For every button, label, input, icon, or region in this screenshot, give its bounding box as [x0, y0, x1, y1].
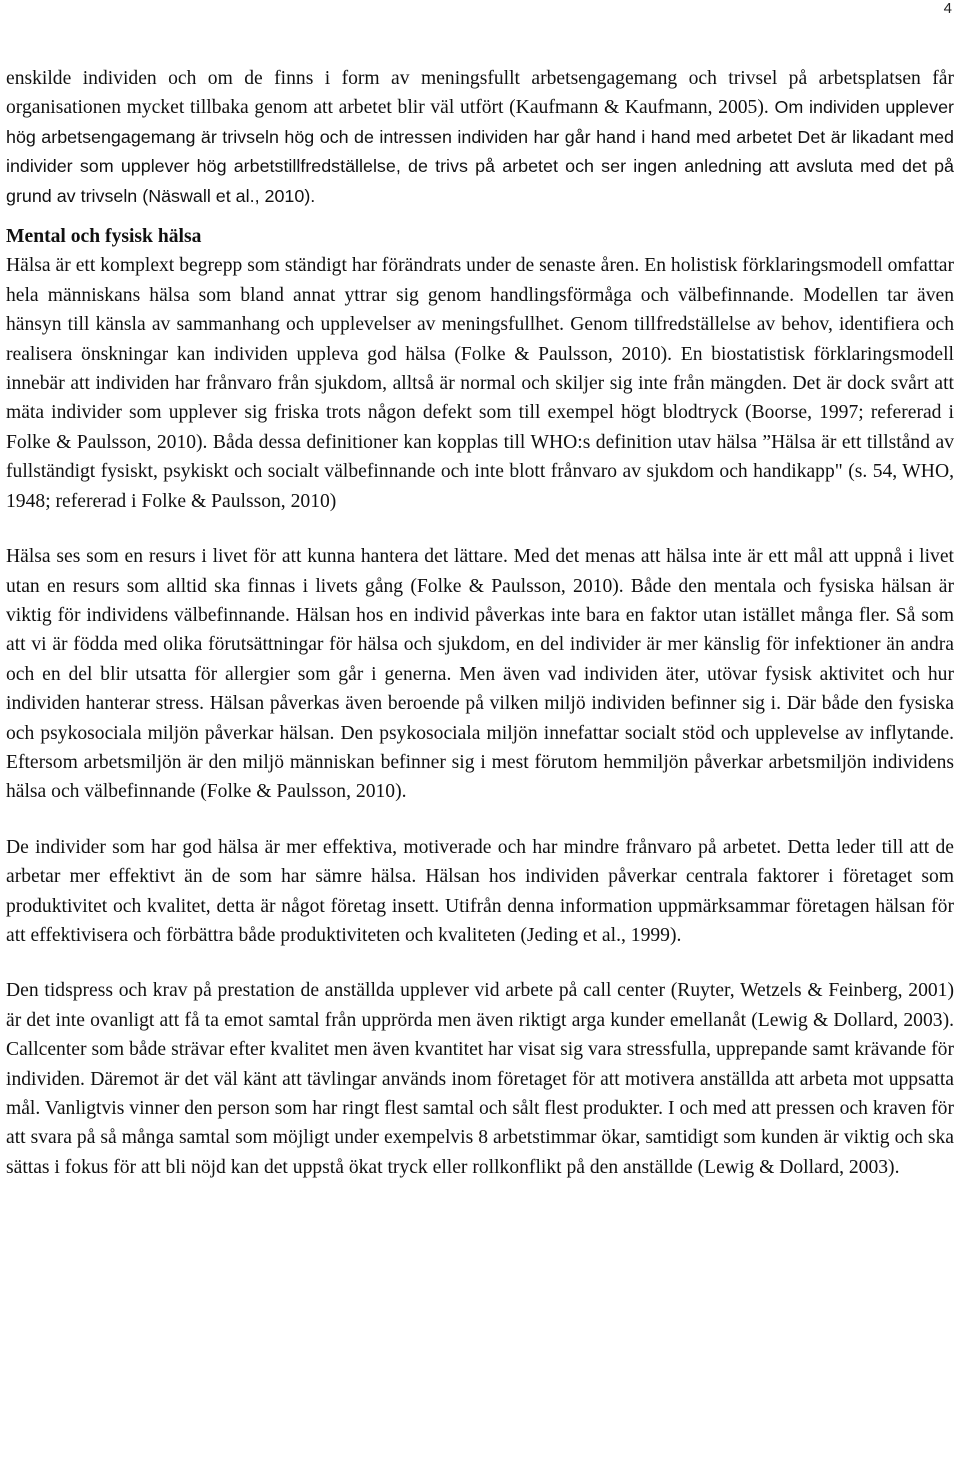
- health-paragraph: Hälsa är ett komplext begrepp som ständigt har förändrats under de senaste åren. En holistisk förklaringsmodell omfattar hela människans hälsa som bland annat yttrar sig genom handlingsförmåga och välbefinnande. Modellen tar även hänsyn till känsla av sammanhang och upplevelser av meningsfullhet. Genom tillfredställelse av behov, identifiera och realisera önskningar kan individen uppleva god hälsa (Folke & Paulsson, 2010). En biostatistisk förklaringsmodell innebär att individen har frånvaro från sjukdom, alltså är normal och skiljer sig inte från mängden. Det är dock svårt att mäta individer som upplever sig friska trots någon defekt som till exempel högt blodtryck (Boorse, 1997; refererad i Folke & Paulsson, 2010). Båda dessa definitioner kan kopplas till WHO:s definition utav hälsa ”Hälsa är ett tillstånd av fullständigt fysiskt, psykiskt och socialt välbefinnande och inte blott frånvaro av sjukdom och handikapp" (s. 54, WHO, 1948; refererad i Folke & Paulsson, 2010): [6, 255, 954, 512]
- page-number: 4: [943, 0, 952, 17]
- callcenter-paragraph: Den tidspress och krav på prestation de anställda upplever vid arbete på call center (Ruyter, Wetzels & Feinberg, 2001) är det inte ovanligt att få ta emot samtal från upprörda men även riktigt arga kunder emellanåt (Lewig & Dollard, 2003). Callcenter som både strävar efter kvalitet men även kvantitet har visat sig vara stressfulla, upprepande samt krävande för individen. Däremot är det väl känt att tävlingar används inom företaget för att motivera anställda att arbeta mot uppsatta mål. Vanligtvis vinner den person som har ringt flest samtal och sålt flest produkter. I och med att pressen och kraven för att svara på så många samtal som möjligt under exempelvis 8 arbetstimmar ökar, samtidigt som kunden är viktig och ska sättas i fokus för att bli nöjd kan det uppstå ökat tryck eller rollkonflikt på den anställde (Lewig & Dollard, 2003).: [6, 980, 954, 1178]
- intro-paragraph: [6, 64, 954, 211]
- section-heading: Mental och fysisk hälsa: [6, 226, 202, 248]
- intro-paragraph-serif-part: enskilde individen och om de finns i form av meningsfullt arbetsengagemang och trivsel på arbetsplatsen får organisationen mycket tillbaka genom att arbetet blir väl utfört (Kaufmann & Kaufmann, 2005).: [6, 68, 954, 119]
- resource-paragraph: Hälsa ses som en resurs i livet för att kunna hantera det lättare. Med det menas att hälsa inte är ett mål att uppnå i livet utan en resurs som alltid ska finnas i livets gång (Folke & Paulsson, 2010). Både den mentala och fysiska hälsan är viktig för individens välbefinnande. Hälsan hos en individ påverkas inte bara en faktor utan istället många fler. Så som att vi är födda med olika förutsättningar för hälsa och sjukdom, en del individer är mer känslig för infektioner än andra och en del blir utsatta för allergier som går i generna. Men även vad individen äter, utövar fysisk aktivitet och hur individen hanterar stress. Hälsan påverkas även beroende på vilken miljö individen befinner sig i. Där både den fysiska och psykosociala miljön påverkar hälsan. Den psykosociala miljön innefattar socialt stöd och upplevelse av inflytande. Eftersom arbetsmiljön är den miljö människan befinner sig i mest förutom hemmiljön påverkar arbetsmiljön individens hälsa och välbefinnande (Folke & Paulsson, 2010).: [6, 546, 954, 803]
- document-body: [6, 64, 954, 1182]
- intro-paragraph-sans-part: Om individen upplever hög arbetsengagemang är trivseln hög och de intressen individen har går hand i hand med arbetet Det är likadant med individer som upplever hög arbetstillfredställelse, de trivs på arbetet och ser ingen anledning att avsluta med det på grund av trivseln (Näswall et al., 2010).: [6, 97, 954, 206]
- efficiency-paragraph: De individer som har god hälsa är mer effektiva, motiverade och har mindre frånvaro på arbetet. Detta leder till att de arbetar mer effektivt än de som har sämre hälsa. Hälsan hos individen påverkar centrala faktorer i företaget som produktivitet och kvalitet, detta är något företag insett. Utifrån denna information uppmärksammar företagen hälsan för att effektivisera och förbättra både produktiviteten och kvaliteten (Jeding et al., 1999).: [6, 836, 954, 946]
